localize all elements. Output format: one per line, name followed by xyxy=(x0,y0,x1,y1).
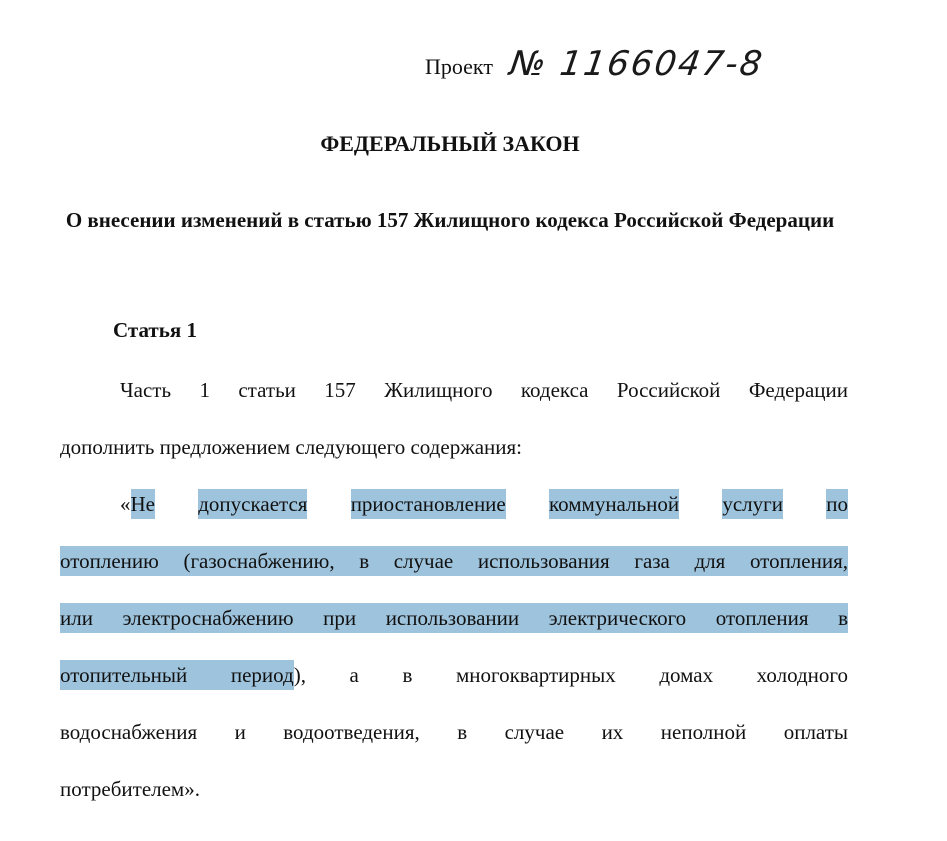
quoted-line-4 xyxy=(60,658,848,692)
highlighted-text: отопительный период xyxy=(60,660,294,690)
highlighted-word: коммунальной xyxy=(549,489,679,519)
quoted-line-6: потребителем». xyxy=(60,777,200,801)
quoted-line-3 xyxy=(60,601,848,635)
project-label: Проект xyxy=(425,54,493,79)
open-quote: « xyxy=(120,492,131,516)
quoted-line-5: водоснабжения и водоотведения, в случае их неполной оплаты xyxy=(60,720,848,744)
highlighted-text: или электроснабжению при использовании электрического отопления в xyxy=(60,603,848,633)
highlighted-word: по xyxy=(826,489,848,519)
paragraph-line: дополнить предложением следующего содержания: xyxy=(60,435,522,459)
quoted-line-2 xyxy=(60,544,848,578)
highlighted-word: услуги xyxy=(722,489,783,519)
article-heading: Статья 1 xyxy=(113,318,197,342)
plain-text: ), а в многоквартирных домах холодного xyxy=(293,663,848,687)
highlighted-word: допускается xyxy=(198,489,307,519)
document-subtitle: О внесении изменений в статью 157 Жилищного кодекса Российской Федерации xyxy=(65,208,835,232)
project-number-handwritten: № 1166047-8 xyxy=(507,44,767,84)
highlighted-word: приостановление xyxy=(351,489,506,519)
paragraph-line: Часть 1 статьи 157 Жилищного кодекса Российской Федерации xyxy=(120,378,848,402)
quoted-line-1 xyxy=(120,487,848,521)
document-title: ФЕДЕРАЛЬНЫЙ ЗАКОН xyxy=(320,131,580,156)
highlighted-text: отоплению (газоснабжению, в случае использования газа для отопления, xyxy=(60,546,848,576)
highlighted-word: Не xyxy=(131,489,156,519)
